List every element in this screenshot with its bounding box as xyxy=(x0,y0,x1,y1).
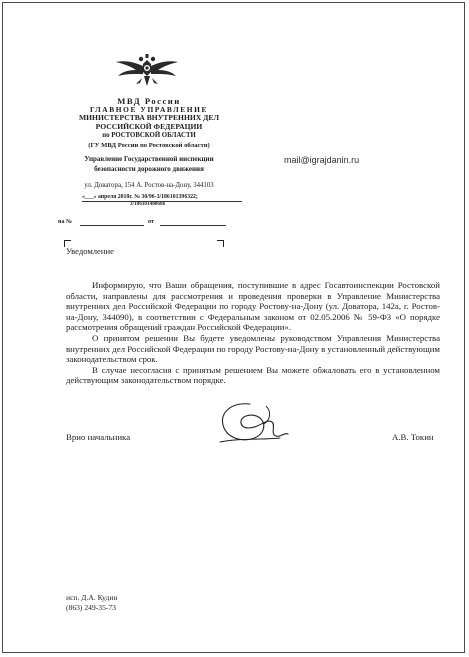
executor-info xyxy=(66,593,117,613)
handwritten-signature xyxy=(210,398,290,454)
reference-date-line xyxy=(160,225,226,226)
letter-body xyxy=(66,280,440,386)
executor-name: исп. Д.А. Кудин xyxy=(66,593,118,602)
letterhead-line-3: МИНИСТЕРСТВА ВНУТРЕННИХ ДЕЛ xyxy=(78,113,219,122)
executor-phone: (863) 249-35-73 xyxy=(66,603,116,612)
registration-number-2: 3/186101408686 xyxy=(130,201,166,207)
subject-title: Уведомление xyxy=(66,246,114,256)
letterhead-line-4: РОССИЙСКОЙ ФЕДЕРАЦИИ xyxy=(95,122,203,131)
registration-underline xyxy=(82,201,242,202)
letterhead-line-6: (ГУ МВД России по Ростовской области) xyxy=(88,142,210,149)
letterhead-ministry: МВД России xyxy=(117,96,181,106)
eagle-emblem-icon xyxy=(112,52,182,94)
paragraph-1: Информирую, что Ваши обращения, поступившие в адрес Госавтоинспекции Ростовской области, направлены для рассмотрения и проведения проверки в Управление Министерства внутренних дел Российской Федерации по городу Ростову-на-Дону (ул. Доватора, 142а, г. Ростов-на-Дону, 344090), в соответствии с Федеральным законом от 02.05.2006 № 59-ФЗ «О порядке рассмотрения обращений граждан Российской Федерации». xyxy=(66,280,440,333)
recipient-email: mail@igrajdanin.ru xyxy=(284,155,360,165)
letterhead-line-5: по РОСТОВСКОЙ ОБЛАСТИ xyxy=(102,132,196,139)
reference-date-label: от xyxy=(148,219,154,225)
subject-bracket-right xyxy=(217,240,224,247)
signatory-name: А.В. Токин xyxy=(392,432,434,442)
letterhead-department: Управление Государственной инспекции xyxy=(84,155,214,163)
signatory-position: Врио начальника xyxy=(66,432,131,442)
letterhead-department-2: безопасности дорожного движения xyxy=(94,165,204,173)
letterhead-directorate: ГЛАВНОЕ УПРАВЛЕНИЕ xyxy=(89,105,209,114)
paragraph-3: В случае несогласия с принятым решением Вы можете обжаловать его в установленном действующим законодательством порядке. xyxy=(66,364,440,386)
letterhead-address: ул. Доватора, 154 А. Ростов-на-Дону, 344103 xyxy=(84,182,214,189)
registration-number: «___» апреля 2018г. № 30/96-3/186101396322; xyxy=(82,194,198,200)
reference-number-label: на № xyxy=(58,219,72,225)
paragraph-2: О принятом решении Вы будете уведомлены руководством Управления Министерства внутренних дел Российской Федерации по городу Ростову-на-Дону в установленный действующим законодательством срок. xyxy=(66,332,440,365)
reference-number-line xyxy=(80,225,144,226)
